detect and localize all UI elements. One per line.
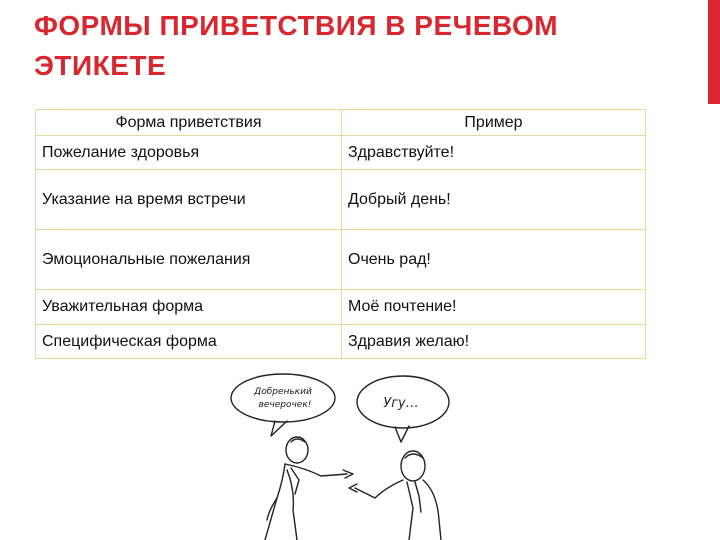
table-row	[36, 230, 646, 290]
bubble-right-text: Угу…	[383, 396, 419, 411]
column-header-example: Пример	[342, 110, 646, 136]
accent-bar	[708, 0, 720, 104]
greeting-cartoon	[225, 370, 485, 540]
standing-man-figure	[349, 451, 441, 540]
bubble-left-line-1: Добренький	[254, 387, 312, 397]
greeting-example-cell: Здравствуйте!	[342, 136, 646, 170]
greeting-form-cell: Уважительная форма	[36, 290, 342, 325]
table-row	[36, 170, 646, 230]
greeting-forms-table	[35, 109, 646, 359]
column-header-form: Форма приветствия	[36, 110, 342, 136]
speech-bubble-right	[357, 376, 449, 442]
greeting-example-cell: Очень рад!	[342, 230, 646, 290]
table-row	[36, 325, 646, 359]
speech-bubble-left	[231, 374, 335, 436]
slide-title: ФОРМЫ ПРИВЕТСТВИЯ В РЕЧЕВОМ ЭТИКЕТЕ	[34, 10, 559, 81]
greeting-form-cell: Эмоциональные пожелания	[36, 230, 342, 290]
table-row	[36, 136, 646, 170]
table-row	[36, 290, 646, 325]
table-header-row	[36, 110, 646, 136]
bubble-left-line-2: вечерочек!	[258, 400, 312, 410]
greeting-form-cell: Специфическая форма	[36, 325, 342, 359]
greeting-example-cell: Моё почтение!	[342, 290, 646, 325]
greeting-form-cell: Пожелание здоровья	[36, 136, 342, 170]
greeting-example-cell: Добрый день!	[342, 170, 646, 230]
bowing-man-figure	[265, 437, 353, 540]
greeting-example-cell: Здравия желаю!	[342, 325, 646, 359]
greeting-form-cell: Указание на время встречи	[36, 170, 342, 230]
